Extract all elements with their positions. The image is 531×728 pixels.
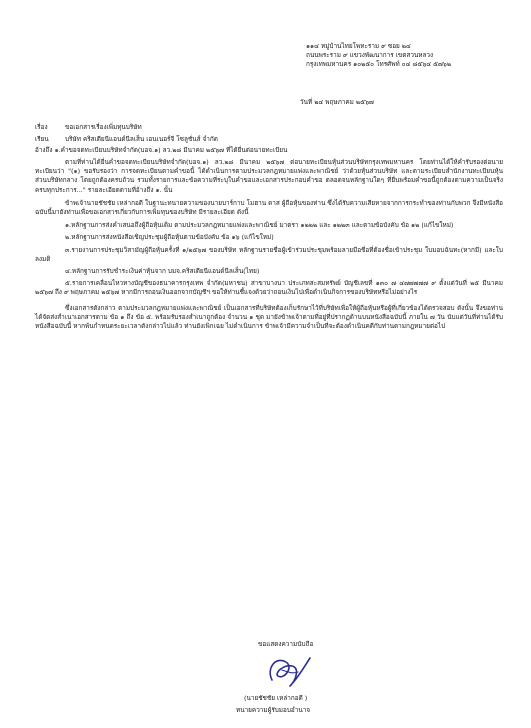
list-item: ๒.หลักฐานการส่งหนังสือเชิญประชุมผู้ถือหุ้นตามข้อบังคับ ข้อ ๑๖ (แก้ไขใหม่) [65,233,274,242]
list-item: ๕.รายการเคลื่อนไหวทางบัญชีของธนาคารกรุงเทพ จำกัด(มหาชน) สาขาบางนา ประเภทสะสมทรัพย์ บัญชีเลขที่ ๑๓๐ ๗ ๔๗๗๗๗๗ ๙ ตั้งแต่วันที่ ๒๕ มีนาคม ๒๕๖๗ ถึง ๙ พฤษภาคม ๒๕๖๗ หากมีการถอนเงินออกจากบัญชีฯ ขอให้ท่านชี้แจงด้วยว่าถอนเงินไปเพื่อดำเนินกิจการของบริษัทหรือไม่อย่างไร [35,279,503,297]
subject-label: เรื่อง [35,123,48,131]
address-line-1: ๑๑๔ หมู่บ้านไทยโพทะราม ๙ ซอย ๒๔ [306,42,411,50]
paragraph-demand: ซึ่งเอกสารดังกล่าว ตามประมวลกฎหมายแพ่งและพาณิชย์ เป็นเอกสารที่บริษัทต้องเก็บรักษาไว้ที่บริษัทเพื่อให้ผู้ถือหุ้นหรือผู้ที่เกี่ยวข้องได้ตรวจสอบ ดังนั้น จึงขอท่านได้จัดส่งสำเนาเอกสารตาม ข้อ ๑ ถึง ข้อ ๕. พร้อมรับรองสำเนาถูกต้อง จำนวน ๑ ชุด มายังข้าพเจ้าตามที่อยู่ที่ปรากฏด้านบนหนังสือฉบับนี้ ภายใน ๗ วัน นับแต่วันที่ท่านได้รับหนังสือฉบับนี้ หากพ้นกำหนดระยะเวลาดังกล่าวไปแล้ว ท่านยังเพิกเฉย ไม่ดำเนินการ ข้าพเจ้ามีความจำเป็นที่จะต้องดำเนินคดีกับท่านตามกฎหมายต่อไป [35,303,503,331]
closing-regards: ขอแสดงความนับถือ [258,640,314,648]
address-line-2: ถนนพระราม ๙ แขวงพัฒนาการ เขตสวนหลวง [306,51,434,60]
handwritten-signature [262,650,318,692]
sender-address [306,42,506,70]
letter-date: วันที่ ๒๔ พฤษภาคม ๒๕๖๗ [300,98,374,106]
list-item: ๓.รายงานการประชุมวิสามัญผู้ถือหุ้นครั้งที่ ๑/๒๕๖๗ ของบริษัท หลักฐานรายชื่อผู้เข้าร่วมประชุมพร้อมลายมือชื่อที่ต้องชื่อเข้าประชุม ใบมอบฉันทะ(หากมี) และใบลงมติ [35,245,503,263]
reference-value: ๑.คำขอจดทะเบียนบริษัทจำกัด(บอจ.๑) ลว.๒๘ มีนาคม ๒๕๖๗ ที่ได้ยื่นต่อนายทะเบียน [54,146,288,154]
recipient-label: เรียน [35,135,49,143]
signatory-title: ทนายความผู้รับมอบอำนาจ [236,706,311,714]
paragraph-intro: ตามที่ท่านได้ยื่นคำขอจดทะเบียนบริษัทจำกัด(บอจ.๑) ลว.๒๘ มีนาคม ๒๕๖๗ ต่อนายทะเบียนหุ้นส่วนบริษัทกรุงเทพมหานคร โดยท่านได้ให้คำรับรองต่อนายทะเบียนว่า "(๑) ขอรับรองว่า การจดทะเบียนตามคำขอนี้ ได้ดำเนินการตามประมวลกฎหมายแพ่งและพาณิชย์ ว่าด้วยหุ้นส่วนบริษัท และตามระเบียบสำนักงานทะเบียนหุ้นส่วนบริษัทกลาง โดยถูกต้องครบถ้วน รวมทั้งรายการและข้อความที่ระบุในคำขอและเอกสารประกอบคำขอ ตลอดจนหลักฐานใดๆ ที่ยื่นพร้อมคำขอนี้ถูกต้องตามความเป็นจริงครบทุกประการ..." รายละเอียดตามที่อ้างถึง ๑. นั้น [35,158,503,194]
letter-body [35,158,503,335]
reference-line [35,146,505,155]
paragraph-request: ข้าพเจ้านายชัชชัย เหล่ากอดี ในฐานะทนายความของนายบาร์กาบ โมฮาน ดาส ผู้ถือหุ้นของท่าน ซึ่งได้รับความเสียหายจากการกระทำของท่านกับพวก จึงมีหนังสือฉบับนี้มายังท่านเพื่อขอเอกสารเกี่ยวกับการเพิ่มทุนของบริษัท มีรายละเอียด ดังนี้ [35,198,503,217]
subject-line [35,123,505,132]
recipient-value: บริษัท คริสเตียนีแอนด์นีลเส็น เอนเนอร์จี โซลูชั่นส์ จำกัด [65,135,218,143]
address-line-3: กรุงเทพมหานคร ๑๐๒๕๐ โทรศัพท์ ๐๔ ๘๕๖๔ ๕๗๖๒ [306,60,452,69]
reference-label: อ้างถึง [35,146,53,154]
list-item: ๔.หลักฐานการรับชำระเงินค่าหุ้นจาก บมจ.คริสเตียนีแอนด์นีลเส็น(ไทย) [65,267,260,276]
list-item: ๑.หลักฐานการส่งคำเสนอถึงผู้ถือหุ้นเดิม ตามประมวลกฎหมายแพ่งและพาณิชย์ มาตรา ๑๒๒๒ และ ๑๒๒๓ และตามข้อบังคับ ข้อ ๑๒ (แก้ไขใหม่) [65,221,454,230]
signatory-name: (นายชัชชัย เหล่ากอดี ) [244,694,308,702]
subject-value: ขอเอกสารเรื่องเพิ่มทุนบริษัท [65,123,142,131]
recipient-line [35,135,505,144]
